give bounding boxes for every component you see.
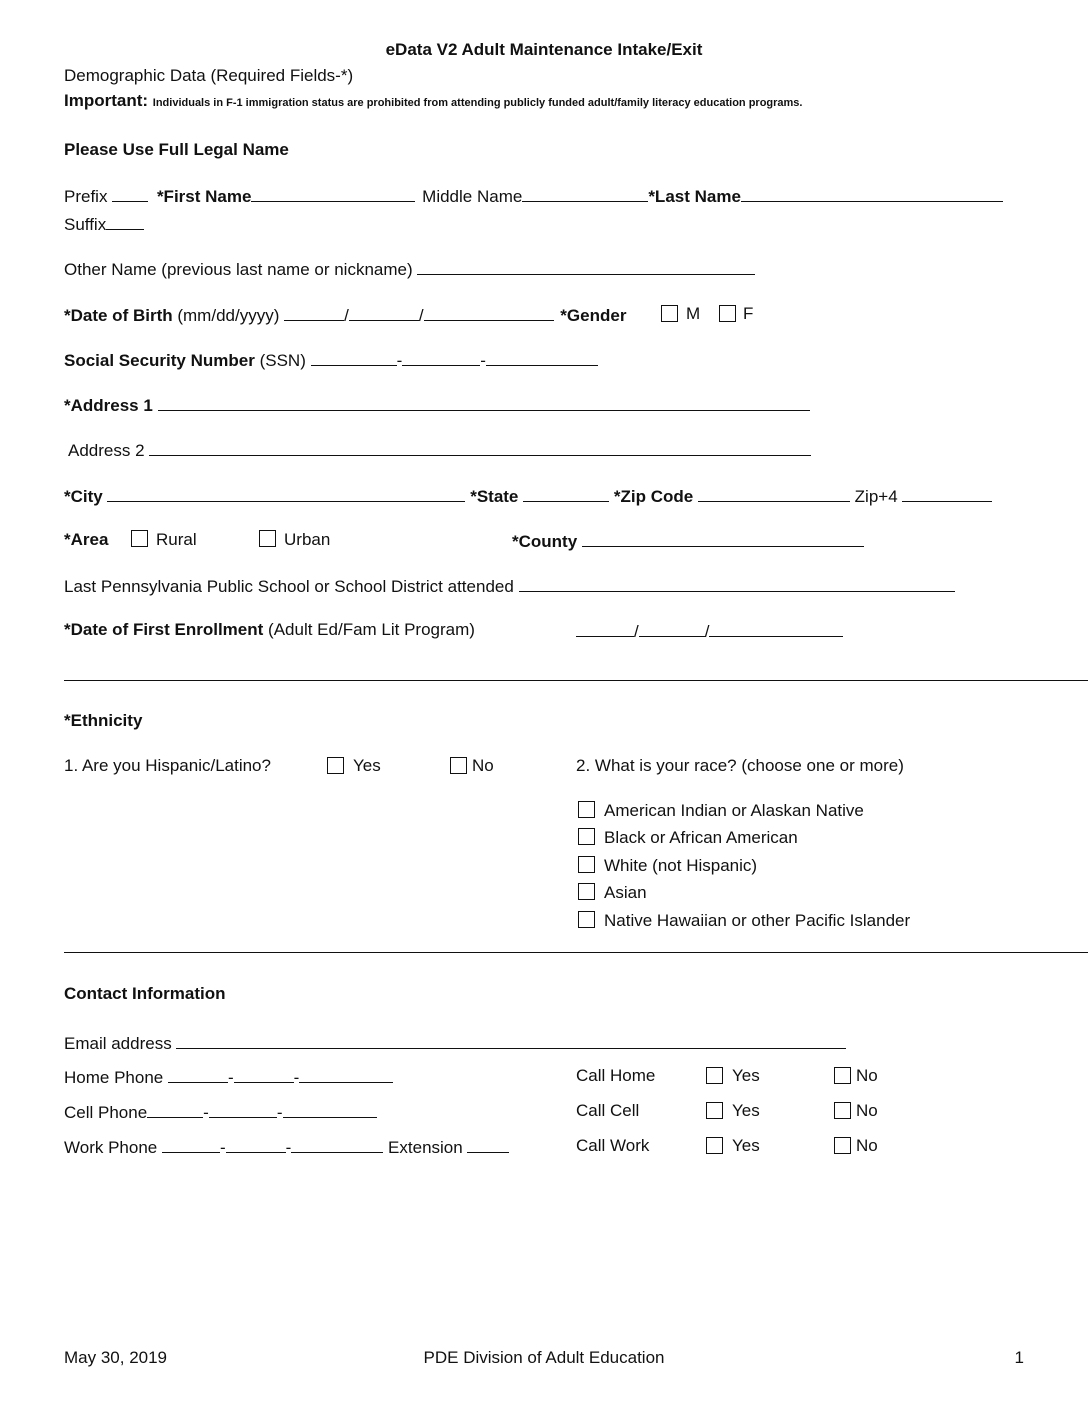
first-enroll-suffix: (Adult Ed/Fam Lit Program) [268,620,475,639]
important-text: Individuals in F-1 immigration status are prohibited from attending publicly funded adult/family literacy education programs. [152,97,803,109]
city-label: *City [64,487,103,506]
email-field[interactable] [176,1032,846,1049]
call-cell-label: Call Cell [576,1101,640,1120]
call-home-label: Call Home [576,1066,656,1085]
extension-field[interactable] [467,1136,509,1153]
email-label: Email address [64,1034,172,1053]
address2-label: Address 2 [68,441,145,460]
work-phone-row: Work Phone - - Extension [64,1136,509,1158]
prefix-field[interactable] [112,185,148,202]
state-field[interactable] [523,485,609,502]
footer-date: May 30, 2019 [64,1348,168,1367]
dob-format: (mm/dd/yyyy) [177,306,280,325]
work-phone-label: Work Phone [64,1138,158,1157]
call-cell-yes-label: Yes [732,1101,760,1120]
footer-org: PDE Division of Adult Education [423,1348,665,1367]
ethnicity-heading: *Ethnicity [64,711,143,730]
first-enroll-label: *Date of First Enrollment [64,620,264,639]
call-home-yes-label: Yes [732,1066,760,1085]
gender-label: *Gender [560,306,627,325]
city-field[interactable] [107,485,465,502]
race-pacific-islander-checkbox[interactable] [578,911,595,928]
zip-label: *Zip Code [613,487,694,506]
ssn-part3-field[interactable] [486,349,598,366]
suffix-row [64,213,144,235]
area-rural-checkbox[interactable] [131,530,148,547]
hispanic-no-checkbox[interactable] [450,757,467,774]
prefix-label: Prefix [64,187,108,206]
first-enroll-year-field[interactable] [709,620,843,637]
dob-row: *Date of Birth (mm/dd/yyyy) / / *Gender [64,306,627,325]
suffix-field[interactable] [106,213,144,230]
gender-f-label: F [743,304,754,323]
middle-name-label: Middle Name [422,187,523,206]
hispanic-question: 1. Are you Hispanic/Latino? [64,756,271,775]
call-home-no-checkbox[interactable] [834,1067,851,1084]
state-label: *State [470,487,519,506]
hispanic-yes-checkbox[interactable] [327,757,344,774]
gender-m-label: M [686,304,701,323]
address2-row [68,439,811,461]
city-row [64,485,992,507]
middle-name-field[interactable] [522,185,648,202]
hispanic-no-label: No [472,756,494,775]
county-field[interactable] [582,530,864,547]
important-label: Important: [64,91,149,110]
contact-heading: Contact Information [64,984,226,1003]
ssn-suffix: (SSN) [259,351,306,370]
last-school-label: Last Pennsylvania Public School or School District attended [64,577,514,596]
gender-f-checkbox[interactable] [719,305,736,322]
race-black-checkbox[interactable] [578,828,595,845]
area-rural-label: Rural [156,530,197,549]
email-row [64,1032,846,1054]
dob-year-field[interactable] [424,304,554,321]
footer-page-number: 1 [1014,1348,1024,1367]
last-name-field[interactable] [741,185,1003,202]
address1-label: *Address 1 [64,396,153,415]
race-asian-label: Asian [604,883,647,902]
race-asian-checkbox[interactable] [578,883,595,900]
race-black-label: Black or African American [604,828,798,847]
ssn-part1-field[interactable] [311,349,397,366]
call-work-yes-label: Yes [732,1136,760,1155]
county-row [512,530,864,552]
ssn-part2-field[interactable] [402,349,480,366]
home-phone-line-field[interactable] [299,1066,393,1083]
race-white-checkbox[interactable] [578,856,595,873]
race-american-indian-checkbox[interactable] [578,801,595,818]
call-cell-no-checkbox[interactable] [834,1102,851,1119]
form-subtitle: Demographic Data (Required Fields-*) [64,66,354,85]
cell-phone-prefix-field[interactable] [209,1101,277,1118]
race-white-label: White (not Hispanic) [604,856,758,875]
suffix-label: Suffix [64,215,107,234]
cell-phone-line-field[interactable] [283,1101,377,1118]
call-home-yes-checkbox[interactable] [706,1067,723,1084]
home-phone-prefix-field[interactable] [234,1066,294,1083]
section-divider [64,952,1088,953]
call-work-yes-checkbox[interactable] [706,1137,723,1154]
race-question: 2. What is your race? (choose one or more) [576,756,904,775]
first-enroll-day-field[interactable] [639,620,705,637]
address2-field[interactable] [149,439,811,456]
last-school-row [64,575,955,597]
race-american-indian-label: American Indian or Alaskan Native [604,801,864,820]
county-label: *County [512,532,578,551]
home-phone-row: Home Phone - - [64,1066,393,1088]
gender-m-checkbox[interactable] [661,305,678,322]
ssn-row: Social Security Number (SSN) - - [64,349,598,371]
first-enroll-month-field[interactable] [576,620,634,637]
form-title: eData V2 Adult Maintenance Intake/Exit [385,40,703,59]
first-name-label: *First Name [156,187,252,206]
call-work-no-checkbox[interactable] [834,1137,851,1154]
first-enroll-row [64,620,475,640]
call-cell-no-label: No [856,1101,878,1120]
name-section-heading: Please Use Full Legal Name [64,140,289,159]
zip-field[interactable] [698,485,850,502]
other-name-label: Other Name (previous last name or nickname) [64,260,413,279]
dob-label: *Date of Birth [64,306,173,325]
name-row [64,185,1003,207]
ssn-label: Social Security Number [64,351,255,370]
work-phone-prefix-field[interactable] [226,1136,286,1153]
area-label: *Area [64,530,109,549]
dob-day-field[interactable] [349,304,419,321]
address1-row [64,394,810,416]
other-name-row [64,258,755,280]
section-divider [64,680,1088,681]
last-school-field[interactable] [519,575,955,592]
area-urban-checkbox[interactable] [259,530,276,547]
important-notice [64,91,802,113]
area-urban-label: Urban [284,530,331,549]
dob-month-field[interactable] [284,304,344,321]
call-cell-yes-checkbox[interactable] [706,1102,723,1119]
cell-phone-area-field[interactable] [147,1101,203,1118]
zip4-field[interactable] [902,485,992,502]
zip4-label: Zip+4 [854,487,898,506]
hispanic-yes-label: Yes [353,756,381,775]
work-phone-line-field[interactable] [291,1136,383,1153]
first-name-field[interactable] [251,185,415,202]
race-pacific-islander-label: Native Hawaiian or other Pacific Islander [604,911,911,930]
call-home-no-label: No [856,1066,878,1085]
call-work-no-label: No [856,1136,878,1155]
last-name-label: *Last Name [648,187,741,206]
other-name-field[interactable] [417,258,755,275]
extension-label: Extension [388,1138,463,1157]
home-phone-label: Home Phone [64,1068,164,1087]
call-work-label: Call Work [576,1136,650,1155]
work-phone-area-field[interactable] [162,1136,220,1153]
cell-phone-label: Cell Phone [64,1103,148,1122]
first-enroll-date: / / [576,620,843,642]
cell-phone-row: Cell Phone - - [64,1101,377,1123]
home-phone-area-field[interactable] [168,1066,228,1083]
address1-field[interactable] [158,394,810,411]
